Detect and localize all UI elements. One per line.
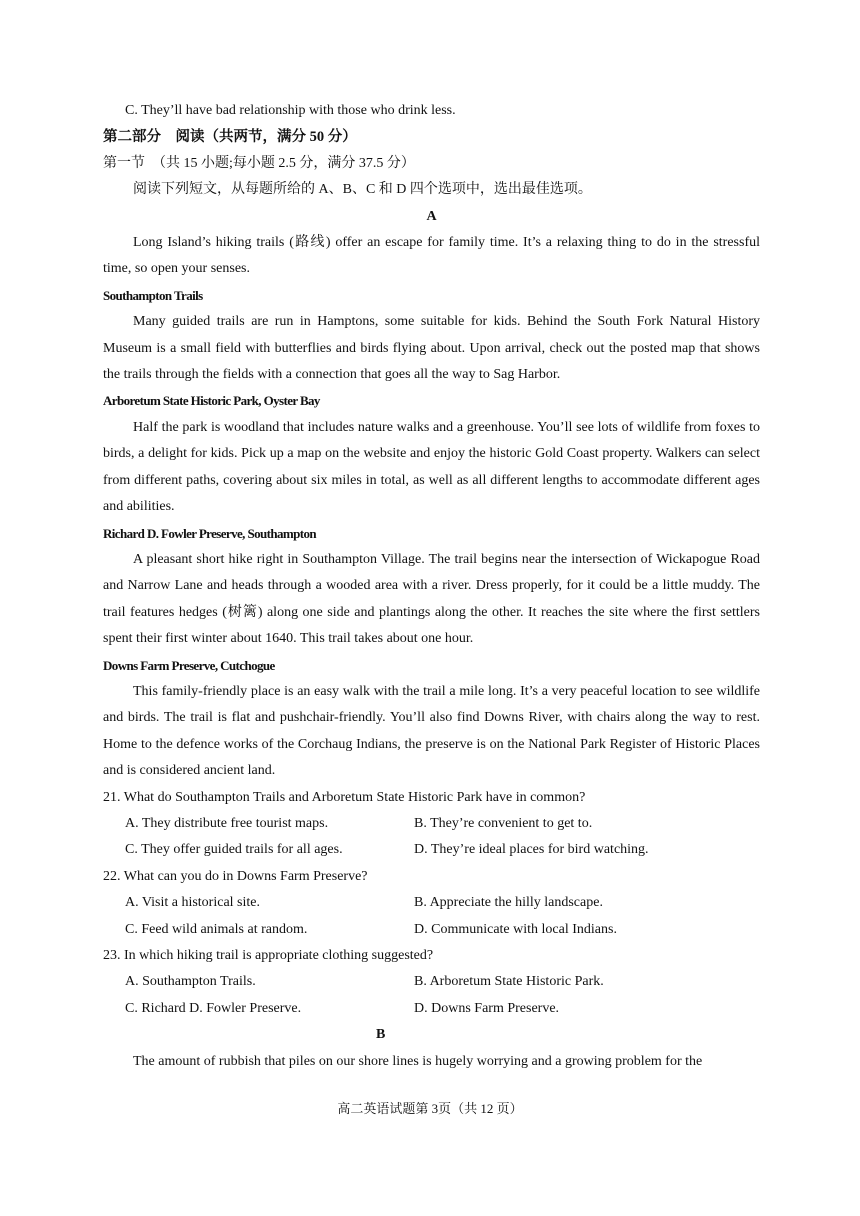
option-d: D. Downs Farm Preserve.	[414, 1000, 560, 1016]
section-heading-downs-farm: Downs Farm Preserve, Cutchogue	[103, 657, 275, 673]
option-c: C. They offer guided trails for all ages.	[125, 842, 343, 858]
section-one-title: 第一节 （共 15 小题;每小题 2.5 分，满分 37.5 分）	[103, 155, 415, 171]
part-two-title: 第二部分 阅读（共两节，满分 50 分）	[103, 129, 357, 146]
option-d: D. Communicate with local Indians.	[414, 921, 617, 937]
option-row	[103, 917, 760, 943]
question-stem: 21. What do Southampton Trails and Arboretum State Historic Park have in common?	[103, 789, 586, 805]
passage-a-label: A	[426, 208, 437, 224]
page-content	[103, 98, 760, 1075]
option-row	[103, 890, 760, 916]
option-row	[103, 811, 760, 837]
question-stem: 22. What can you do in Downs Farm Preserve?	[103, 868, 368, 884]
option-row	[103, 996, 760, 1022]
section-text-downs-farm: This family-friendly place is an easy walk with the trail a mile long. It’s a very peaceful location to see wildlife and birds. The trail is flat and pushchair-friendly. You’ll also find Downs River, with chairs along the way to rest. Home to the defence works of the Corchaug Indians, the preserve is on the National Park Register of Historic Places and is considered ancient land.	[103, 683, 760, 779]
option-b: B. Arboretum State Historic Park.	[414, 974, 604, 990]
section-heading-fowler-preserve: Richard D. Fowler Preserve, Southampton	[103, 525, 316, 541]
option-row	[103, 837, 760, 863]
option-c: C. Feed wild animals at random.	[125, 921, 308, 937]
option-d: D. They’re ideal places for bird watching.	[414, 842, 649, 858]
option-a: A. They distribute free tourist maps.	[125, 815, 329, 831]
previous-question-option: C. They’ll have bad relationship with those who drink less.	[125, 103, 456, 118]
reading-instruction: 阅读下列短文，从每题所给的 A、B、C 和 D 四个选项中，选出最佳选项。	[133, 182, 592, 198]
option-b: B. They’re convenient to get to.	[414, 815, 593, 831]
question-21	[103, 785, 760, 864]
page-footer: 高二英语试题第 3页（共 12 页）	[337, 1101, 523, 1116]
passage-b-first-line: The amount of rubbish that piles on our shore lines is hugely worrying and a growing problem for the	[133, 1053, 703, 1069]
option-a: A. Southampton Trails.	[125, 974, 256, 990]
passage-a-intro: Long Island’s hiking trails (路线) offer an escape for family time. It’s a relaxing thing to do in the stressful time, so open your senses.	[103, 235, 760, 277]
question-22	[103, 864, 760, 943]
section-text-southampton-trails: Many guided trails are run in Hamptons, some suitable for kids. Behind the South Fork Natural History Museum is a small field with butterflies and birds flying about. Upon arrival, check out the posted map that shows the trails through the fields with a connection that goes all the way to Sag Harbor.	[103, 314, 760, 383]
question-stem: 23. In which hiking trail is appropriate clothing suggested?	[103, 948, 434, 963]
section-heading-arboretum: Arboretum State Historic Park, Oyster Bay	[103, 393, 320, 409]
passage-b-label: B	[376, 1027, 386, 1043]
option-b: B. Appreciate the hilly landscape.	[414, 895, 603, 911]
section-heading-southampton-trails: Southampton Trails	[103, 287, 203, 303]
question-23	[103, 943, 760, 1022]
option-a: A. Visit a historical site.	[125, 895, 260, 911]
option-c: C. Richard D. Fowler Preserve.	[125, 1000, 302, 1016]
section-text-arboretum: Half the park is woodland that includes nature walks and a greenhouse. You’ll see lots of wildlife from foxes to birds, a delight for kids. Pick up a map on the website and enjoy the historic Gold Coast property. Walkers can select from different paths, covering about six miles in total, as well as all different lengths to accommodate different ages and abilities.	[103, 419, 760, 515]
section-text-fowler-preserve: A pleasant short hike right in Southampton Village. The trail begins near the intersection of Wickapogue Road and Narrow Lane and heads through a wooded area with a river. Dress properly, for it could be a little muddy. The trail features hedges (树篱) along one side and plantings along the other. It reaches the site where the first settlers spent their first winter about 1640. This trail takes about one hour.	[103, 551, 760, 647]
option-row	[103, 969, 760, 995]
